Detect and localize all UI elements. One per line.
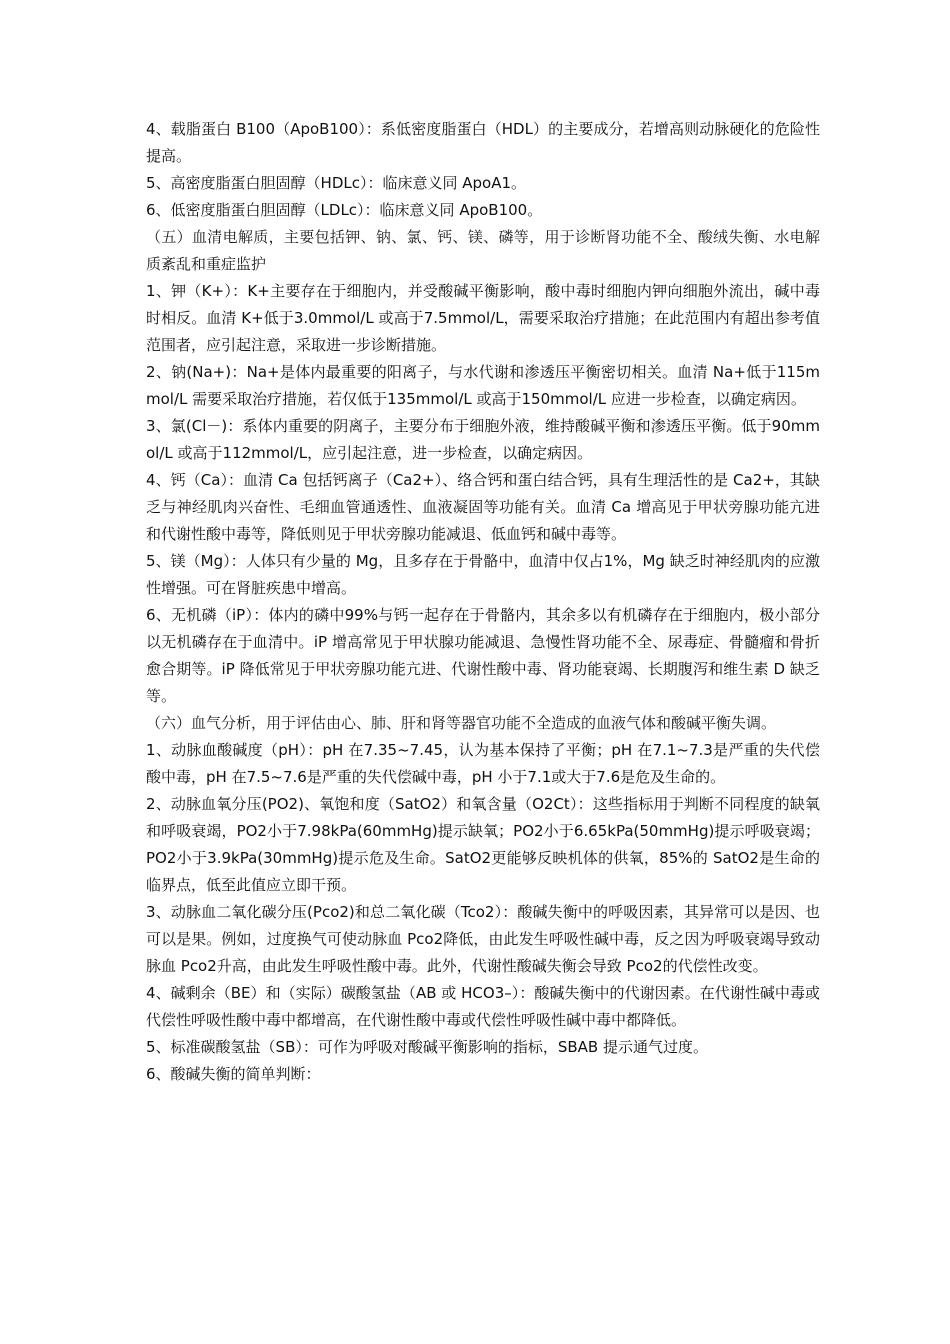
paragraph-base-excess: 4、碱剩余（BE）和（实际）碳酸氢盐（AB 或 HCO3–）：酸碱失衡中的代谢因素。在代谢性碱中毒或代偿性呼吸性酸中毒中都增高，在代谢性酸中毒或代偿性呼吸性碱中毒中都降低。	[146, 984, 820, 1029]
paragraph-acid-base-judgement: 6、酸碱失衡的简单判断：	[146, 1065, 321, 1083]
paragraph-ldlc: 6、低密度脂蛋白胆固醇（LDLc）：临床意义同 ApoB100。	[146, 201, 543, 219]
paragraph-magnesium: 5、镁（Mg）：人体只有少量的 Mg，且多存在于骨骼中，血清中仅占1%，Mg 缺乏时神经肌肉的应激性增强。可在肾脏疾患中增高。	[146, 552, 820, 597]
paragraph-chloride: 3、氯(Cl－)：系体内重要的阴离子，主要分布于细胞外液，维持酸碱平衡和渗透压平衡。低于90mmol/L 或高于112mmol/L，应引起注意，进一步检查，以确定病因。	[146, 417, 820, 462]
paragraph-calcium: 4、钙（Ca）：血清 Ca 包括钙离子（Ca2+）、络合钙和蛋白结合钙，具有生理活性的是 Ca2+，其缺乏与神经肌肉兴奋性、毛细血管通透性、血液凝固等功能有关。血清 Ca 增高见于甲状旁腺功能亢进和代谢性酸中毒等，降低则见于甲状旁腺功能减退、低血钙和碱中毒等。	[146, 471, 820, 543]
paragraph-standard-bicarbonate: 5、标准碳酸氢盐（SB）：可作为呼吸对酸碱平衡影响的指标，SBAB 提示通气过度。	[146, 1038, 708, 1056]
section-heading-electrolytes: （五）血清电解质，主要包括钾、钠、氯、钙、镁、磷等，用于诊断肾功能不全、酸绒失衡、水电解质紊乱和重症监护	[146, 228, 820, 273]
document-body	[146, 116, 820, 1088]
paragraph-pco2: 3、动脉血二氧化碳分压(Pco2)和总二氧化碳（Tco2）：酸碱失衡中的呼吸因素，其异常可以是因、也可以是果。例如，过度换气可使动脉血 Pco2降低，由此发生呼吸性碱中毒，反之因为呼吸衰竭导致动脉血 Pco2升高，由此发生呼吸性酸中毒。此外，代谢性酸碱失衡会导致 Pco2的代偿性改变。	[146, 903, 820, 975]
paragraph-potassium: 1、钾（K+）：K+主要存在于细胞内，并受酸碱平衡影响，酸中毒时细胞内钾向细胞外流出，碱中毒时相反。血清 K+低于3.0mmol/L 或高于7.5mmol/L，需要采取治疗措施；在此范围内有超出参考值范围者，应引起注意，采取进一步诊断措施。	[146, 282, 820, 354]
paragraph-sodium: 2、钠(Na+)：Na+是体内最重要的阳离子，与水代谢和渗透压平衡密切相关。血清 Na+低于115mmol/L 需要采取治疗措施，若仅低于135mmol/L 或高于150mmol/L 应进一步检查，以确定病因。	[146, 363, 820, 408]
paragraph-apob100: 4、载脂蛋白 B100（ApoB100）：系低密度脂蛋白（HDL）的主要成分，若增高则动脉硬化的危险性提高。	[146, 120, 820, 165]
paragraph-phosphorus: 6、无机磷（iP）：体内的磷中99%与钙一起存在于骨骼内，其余多以有机磷存在于细胞内，极小部分以无机磷存在于血清中。iP 增高常见于甲状腺功能减退、急慢性肾功能不全、尿毒症、骨髓瘤和骨折愈合期等。iP 降低常见于甲状旁腺功能亢进、代谢性酸中毒、肾功能衰竭、长期腹泻和维生素 D 缺乏等。	[146, 606, 820, 705]
paragraph-po2: 2、动脉血氧分压(PO2)、氧饱和度（SatO2）和氧含量（O2Ct）：这些指标用于判断不同程度的缺氧和呼吸衰竭，PO2小于7.98kPa(60mmHg)提示缺氧；PO2小于6.65kPa(50mmHg)提示呼吸衰竭；PO2小于3.9kPa(30mmHg)提示危及生命。SatO2更能够反映机体的供氧，85%的 SatO2是生命的临界点，低至此值应立即干预。	[146, 795, 820, 894]
paragraph-hdlc: 5、高密度脂蛋白胆固醇（HDLc）：临床意义同 ApoA1。	[146, 174, 527, 192]
paragraph-ph: 1、动脉血酸碱度（pH）：pH 在7.35~7.45，认为基本保持了平衡；pH 在7.1~7.3是严重的失代偿酸中毒，pH 在7.5~7.6是严重的失代偿碱中毒，pH 小于7.1或大于7.6是危及生命的。	[146, 741, 820, 786]
section-heading-blood-gas: （六）血气分析，用于评估由心、肺、肝和肾等器官功能不全造成的血液气体和酸碱平衡失调。	[146, 714, 777, 732]
